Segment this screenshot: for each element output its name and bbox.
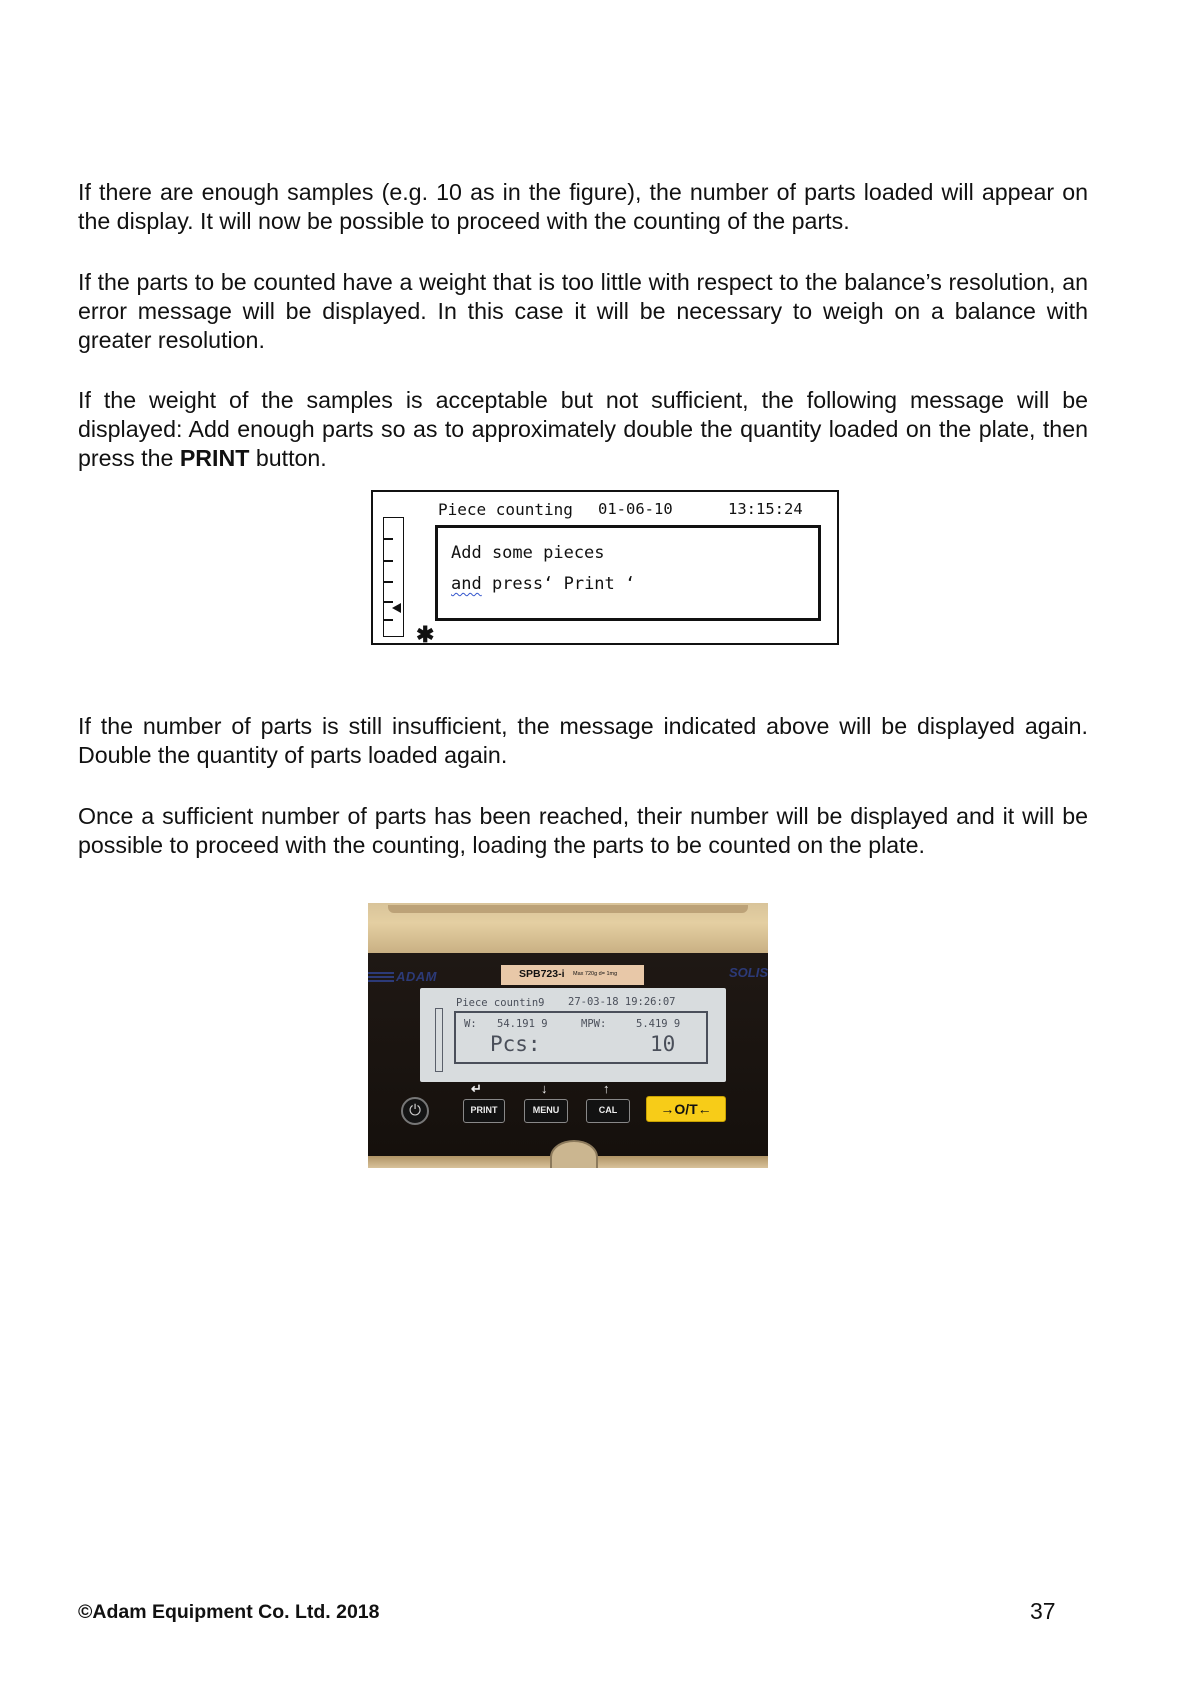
lcd-message-box — [435, 525, 821, 621]
stability-star-icon: ✱ — [416, 622, 435, 647]
brand-name: ADAM — [396, 969, 437, 984]
paragraph-add-parts — [78, 386, 1088, 473]
down-arrow-icon: ↓ — [541, 1081, 548, 1096]
enter-arrow-icon: ↵ — [471, 1081, 482, 1096]
arrow-left-icon — [392, 603, 401, 613]
lcd-time: 13:15:24 — [728, 500, 803, 518]
paragraph-still-insufficient: If the number of parts is still insufficient, the message indicated above will be displayed again. Double the quantity of parts loaded again. — [78, 713, 1088, 768]
footer-copyright: ©Adam Equipment Co. Ltd. 2018 — [78, 1601, 380, 1623]
bar-tick — [384, 560, 393, 562]
bar-tick — [384, 581, 393, 583]
up-arrow-icon: ↑ — [603, 1081, 610, 1096]
model-spec: Max 720g d= 1mg — [573, 971, 618, 977]
weight-value: 54.191 9 — [497, 1018, 548, 1030]
lcd-capacity-bar — [383, 517, 404, 637]
lcd-mode-title: Piece counting — [438, 500, 573, 519]
lcd-message-figure — [371, 490, 839, 645]
lcd-message-line-1: Add some pieces — [451, 543, 605, 563]
balance-draft-shield — [368, 903, 768, 953]
paragraph-text: If the weight of the samples is acceptable but not sufficient, the following message will be displayed: Add enough parts so as to approximately double the quantity loaded on the plate, then press the — [78, 387, 1088, 471]
lcd-message-line-2 — [451, 574, 635, 594]
page-number: 37 — [1030, 1598, 1056, 1624]
spellcheck-word: and — [451, 574, 482, 594]
model-label — [501, 965, 644, 985]
series-name: SOLIS — [728, 965, 768, 980]
tare-key: →O/T← — [646, 1096, 726, 1122]
screen-readout-box — [454, 1011, 708, 1064]
balance-photo — [368, 903, 768, 1168]
model-number: SPB723-i — [519, 968, 565, 980]
menu-key: MENU — [524, 1099, 568, 1123]
shield-edge — [388, 905, 748, 913]
adam-logo-icon — [368, 972, 394, 982]
paragraph-enough-samples: If there are enough samples (e.g. 10 as in the figure), the number of parts loaded will appear on the display. It will now be possible to proceed with the counting of the parts. — [78, 179, 1088, 234]
print-keyword: PRINT — [179, 445, 250, 471]
weight-label: W: — [464, 1018, 477, 1030]
paragraph-text: button. — [249, 445, 327, 471]
balance-lcd-screen — [420, 988, 726, 1082]
paragraph-sufficient-reached: Once a sufficient number of parts has been reached, their number will be displayed and it will be possible to proceed with the counting, loading the parts to be counted on the plate. — [78, 803, 1088, 858]
bar-tick — [384, 538, 393, 540]
pieces-count: 10 — [650, 1032, 676, 1056]
screen-mode-title: Piece countin9 — [456, 997, 545, 1009]
bar-tick — [384, 619, 393, 621]
mpw-label: MPW: — [581, 1018, 607, 1030]
pieces-label: Pcs: — [490, 1032, 541, 1056]
lcd-date: 01-06-10 — [598, 500, 673, 518]
print-key: PRINT — [463, 1099, 505, 1123]
paragraph-resolution-error: If the parts to be counted have a weight that is too little with respect to the balance’s resolution, an error message will be displayed. In this case it will be necessary to weigh on a balance with greater resolution. — [78, 269, 1088, 353]
cal-key: CAL — [586, 1099, 630, 1123]
brand-logo — [368, 969, 437, 984]
screen-datetime: 27-03-18 19:26:07 — [568, 996, 676, 1008]
level-bubble — [550, 1140, 598, 1168]
mpw-value: 5.419 9 — [636, 1018, 681, 1030]
lcd-message-text: press‘ Print ‘ — [481, 574, 636, 594]
screen-capacity-bar — [435, 1008, 443, 1072]
power-icon: ⏻ — [401, 1097, 429, 1125]
